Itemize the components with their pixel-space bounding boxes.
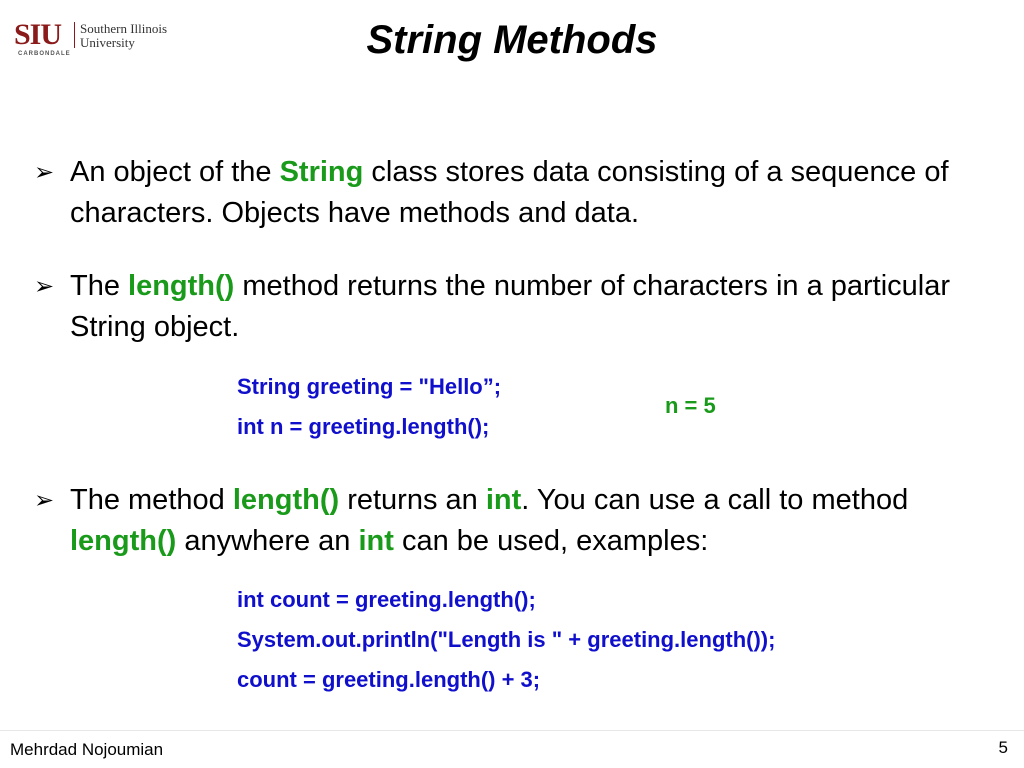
bullet-arrow-icon: ➢: [34, 159, 55, 186]
logo-subtitle: CARBONDALE: [18, 51, 71, 57]
bullet-1: [34, 152, 974, 234]
bullet-2: [34, 266, 974, 348]
bullet-3-text: [70, 480, 974, 562]
bullet-1-text: [70, 152, 974, 234]
code-block-2: [237, 580, 775, 700]
bullet-3-part-6: anywhere an: [176, 525, 359, 557]
logo-name-line2: University: [80, 35, 135, 50]
bullet-arrow-icon: ➢: [34, 487, 55, 514]
code-line: int count = greeting.length();: [237, 587, 536, 612]
code-block-1: [237, 367, 501, 447]
keyword-string: String: [279, 156, 364, 188]
logo-name-line1: Southern Illinois: [80, 21, 168, 36]
bullet-2-part-0: The: [70, 270, 129, 302]
logo-abbr: SIU: [14, 18, 62, 51]
bullet-3-part-2: returns an: [339, 484, 486, 516]
bullet-3-part-4: . You can use a call to method: [521, 484, 909, 516]
bullet-2-part-2: method returns the number of characters in a particular String object.: [70, 270, 951, 343]
code-line: String greeting = "Hello”;: [237, 374, 502, 399]
code-line: System.out.println("Length is " + greeting.length());: [237, 627, 776, 652]
bullet-1-part-2: class stores data consisting of a sequence of characters. Objects have methods and data.: [70, 156, 949, 229]
bullet-3: [34, 480, 974, 562]
keyword-length: length(): [232, 484, 340, 516]
slide-title: String Methods: [366, 18, 658, 62]
keyword-int: int: [358, 525, 394, 557]
result-label: n = 5: [665, 393, 716, 418]
keyword-length: length(): [70, 525, 177, 557]
footer-divider: [0, 730, 1024, 731]
bullet-2-text: [70, 266, 974, 348]
footer-author: Mehrdad Nojoumian: [10, 740, 164, 759]
bullet-3-part-0: The method: [70, 484, 233, 516]
keyword-length: length(): [128, 270, 235, 302]
page-number: 5: [998, 738, 1008, 757]
bullet-arrow-icon: ➢: [34, 273, 55, 300]
code-line: count = greeting.length() + 3;: [237, 667, 541, 692]
code-line: int n = greeting.length();: [237, 414, 490, 439]
bullet-3-part-8: can be used, examples:: [393, 525, 709, 557]
keyword-int: int: [485, 484, 522, 516]
bullet-1-part-0: An object of the: [70, 156, 280, 188]
